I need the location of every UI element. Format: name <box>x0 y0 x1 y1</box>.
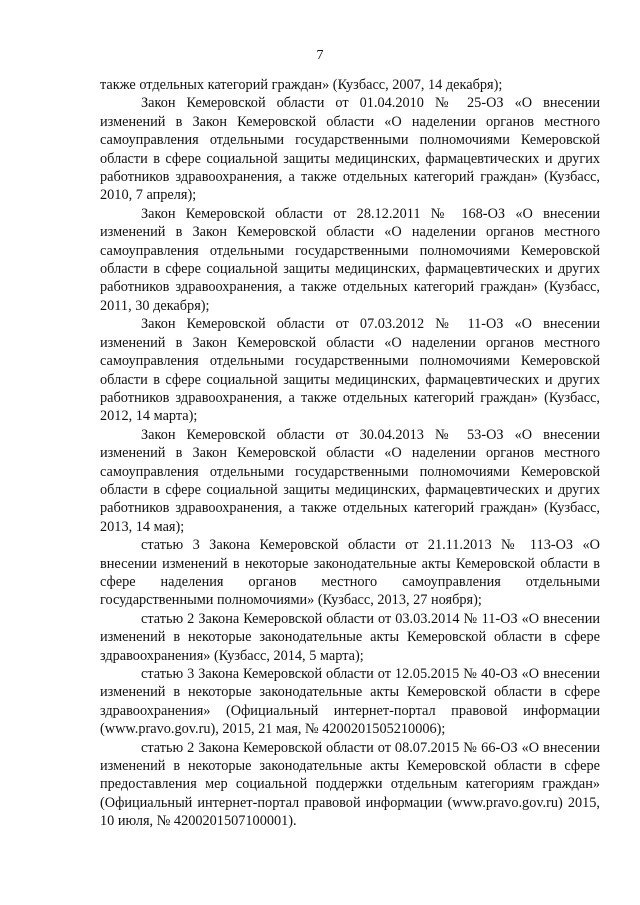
paragraph-law-2012: Закон Кемеровской области от 07.03.2012 № 11-ОЗ «О внесении изменений в Закон Кемеровской области «О наделении органов местного самоуправления отдельными государственными полномочиями Кемеровской области в сфере социальной защиты медицинских, фармацевтических и других работников здравоохранения, а также отдельных категорий граждан» (Кузбасс, 2012, 14 марта); <box>100 316 600 425</box>
document-body <box>100 76 600 831</box>
page-number: 7 <box>316 48 324 63</box>
paragraph-law-2013-nov: статью 3 Закона Кемеровской области от 21.11.2013 № 113-ОЗ «О внесении изменений в некоторые законодательные акты Кемеровской области в сфере наделения органов местного самоуправления отдельными государственными полномочиями» (Кузбасс, 2013, 27 ноября); <box>100 537 600 609</box>
paragraph-law-2015-jul: статью 2 Закона Кемеровской области от 08.07.2015 № 66-ОЗ «О внесении изменений в некоторые законодательные акты Кемеровской области в сфере предоставления мер социальной поддержки отдельным категориям граждан» (Официальный интернет-портал правовой информации (www.pravo.gov.ru) 2015, 10 июля, № 4200201507100001). <box>100 739 600 830</box>
paragraph-law-2010: Закон Кемеровской области от 01.04.2010 № 25-ОЗ «О внесении изменений в Закон Кемеровской области «О наделении органов местного самоуправления отдельными государственными полномочиями Кемеровской области в сфере социальной защиты медицинских, фармацевтических и других работников здравоохранения, а также отдельных категорий граждан» (Кузбасс, 2010, 7 апреля); <box>100 95 600 204</box>
paragraph-law-2015-may: статью 3 Закона Кемеровской области от 12.05.2015 № 40-ОЗ «О внесении изменений в некоторые законодательные акты Кемеровской области в сфере здравоохранения» (Официальный интернет-портал правовой информации (www.pravo.gov.ru), 2015, 21 мая, № 4200201505210006); <box>100 666 600 738</box>
paragraph-law-2014: статью 2 Закона Кемеровской области от 03.03.2014 № 11-ОЗ «О внесении изменений в некоторые законодательные акты Кемеровской области в сфере здравоохранения» (Кузбасс, 2014, 5 марта); <box>100 610 600 664</box>
paragraph-law-2011: Закон Кемеровской области от 28.12.2011 № 168-ОЗ «О внесении изменений в Закон Кемеровской области «О наделении органов местного самоуправления отдельными государственными полномочиями Кемеровской области в сфере социальной защиты медицинских, фармацевтических и других работников здравоохранения, а также отдельных категорий граждан» (Кузбасс, 2011, 30 декабря); <box>100 205 600 314</box>
paragraph-law-2013-may: Закон Кемеровской области от 30.04.2013 № 53-ОЗ «О внесении изменений в Закон Кемеровской области «О наделении органов местного самоуправления отдельными государственными полномочиями Кемеровской области в сфере социальной защиты медицинских, фармацевтических и других работников здравоохранения, а также отдельных категорий граждан» (Кузбасс, 2013, 14 мая); <box>100 426 600 535</box>
paragraph-continuation: также отдельных категорий граждан» (Кузбасс, 2007, 14 декабря); <box>100 77 503 93</box>
